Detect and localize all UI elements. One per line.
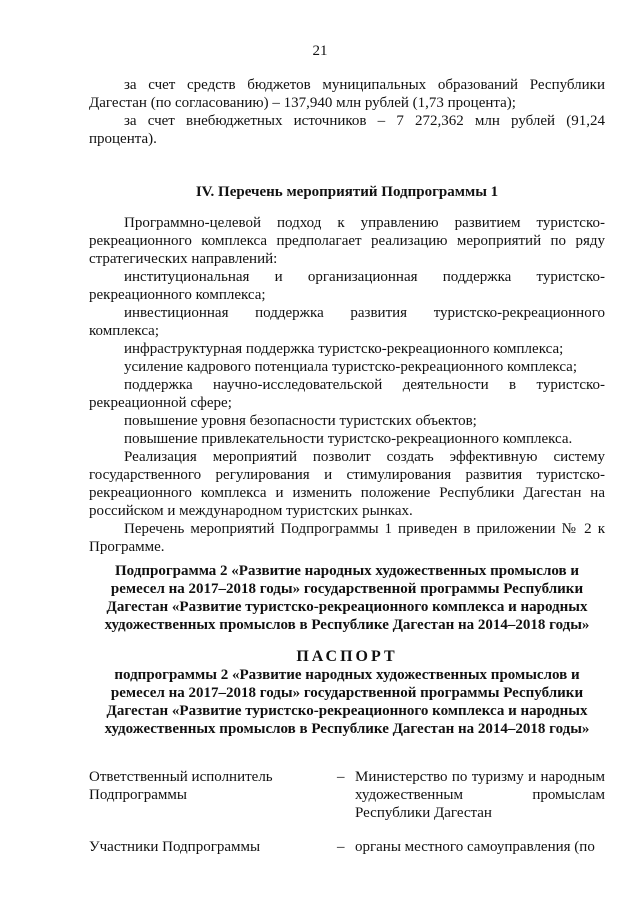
- passport-subtitle: подпрограммы 2 «Развитие народных художественных промыслов и ремесел на 2017–2018 годы» государственной программы Республики Дагестан «Развитие туристско-рекреационного комплекса и народных художественных промыслов в Республике Дагестан на 2014–2018 годы»: [104, 667, 590, 737]
- list-item: повышение уровня безопасности туристских объектов;: [124, 413, 477, 429]
- passport-title: ПАСПОРТ: [296, 648, 398, 665]
- section-heading: [89, 183, 605, 201]
- passport-row-label: Участники Подпрограммы: [89, 839, 261, 855]
- section-4-reference: Перечень мероприятий Подпрограммы 1 приведен в приложении № 2 к Программе.: [89, 521, 605, 555]
- passport-row-value-cell: [337, 768, 605, 822]
- passport-row-label: Ответственный исполнитель Подпрограммы: [89, 769, 273, 803]
- passport-row-value-cell: [337, 838, 605, 856]
- passport-row-value: органы местного самоуправления (по: [355, 839, 595, 855]
- list-item: инвестиционная поддержка развития туристско-рекреационного комплекса;: [89, 305, 605, 339]
- passport-row-value: Министерство по туризму и народным художественным промыслам Республики Дагестан: [355, 769, 605, 821]
- section-4-body: [89, 214, 605, 556]
- subprogram-heading: [89, 562, 605, 634]
- section-4-title: IV. Перечень мероприятий Подпрограммы 1: [195, 184, 499, 200]
- list-item: усиление кадрового потенциала туристско-рекреационного комплекса;: [124, 359, 577, 375]
- dash-separator: –: [337, 839, 345, 855]
- page-number: 21: [312, 43, 328, 59]
- subprogram-2-title: Подпрограмма 2 «Развитие народных художественных промыслов и ремесел на 2017–2018 годы» государственной программы Республики Дагестан «Развитие туристско-рекреационного комплекса и народных художественных промыслов в Республике Дагестан на 2014–2018 годы»: [104, 563, 590, 633]
- dash-separator: –: [337, 769, 345, 785]
- list-item: инфраструктурная поддержка туристско-рекреационного комплекса;: [124, 341, 564, 357]
- funding-text: [89, 76, 605, 148]
- list-item: институциональная и организационная поддержка туристско-рекреационного комплекса;: [89, 269, 605, 303]
- funding-line-municipal: за счет средств бюджетов муниципальных образований Республики Дагестан (по согласованию) – 137,940 млн рублей (1,73 процента);: [89, 77, 605, 111]
- passport-heading: [89, 648, 605, 738]
- list-item: повышение привлекательности туристско-рекреационного комплекса.: [124, 431, 573, 447]
- list-item: поддержка научно-исследовательской деятельности в туристско-рекреационной сфере;: [89, 377, 605, 411]
- section-4-result: Реализация мероприятий позволит создать эффективную систему государственного регулирования и стимулирования развития туристско-рекреационного комплекса и изменить положение Республики Дагестан на российском и международном туристских рынках.: [89, 449, 605, 519]
- funding-line-extrabudgetary: за счет внебюджетных источников – 7 272,362 млн рублей (91,24 процента).: [89, 113, 605, 147]
- section-4-intro: Программно-целевой подход к управлению развитием туристско-рекреационного комплекса предполагает реализацию мероприятий по ряду стратегических направлений:: [89, 215, 605, 267]
